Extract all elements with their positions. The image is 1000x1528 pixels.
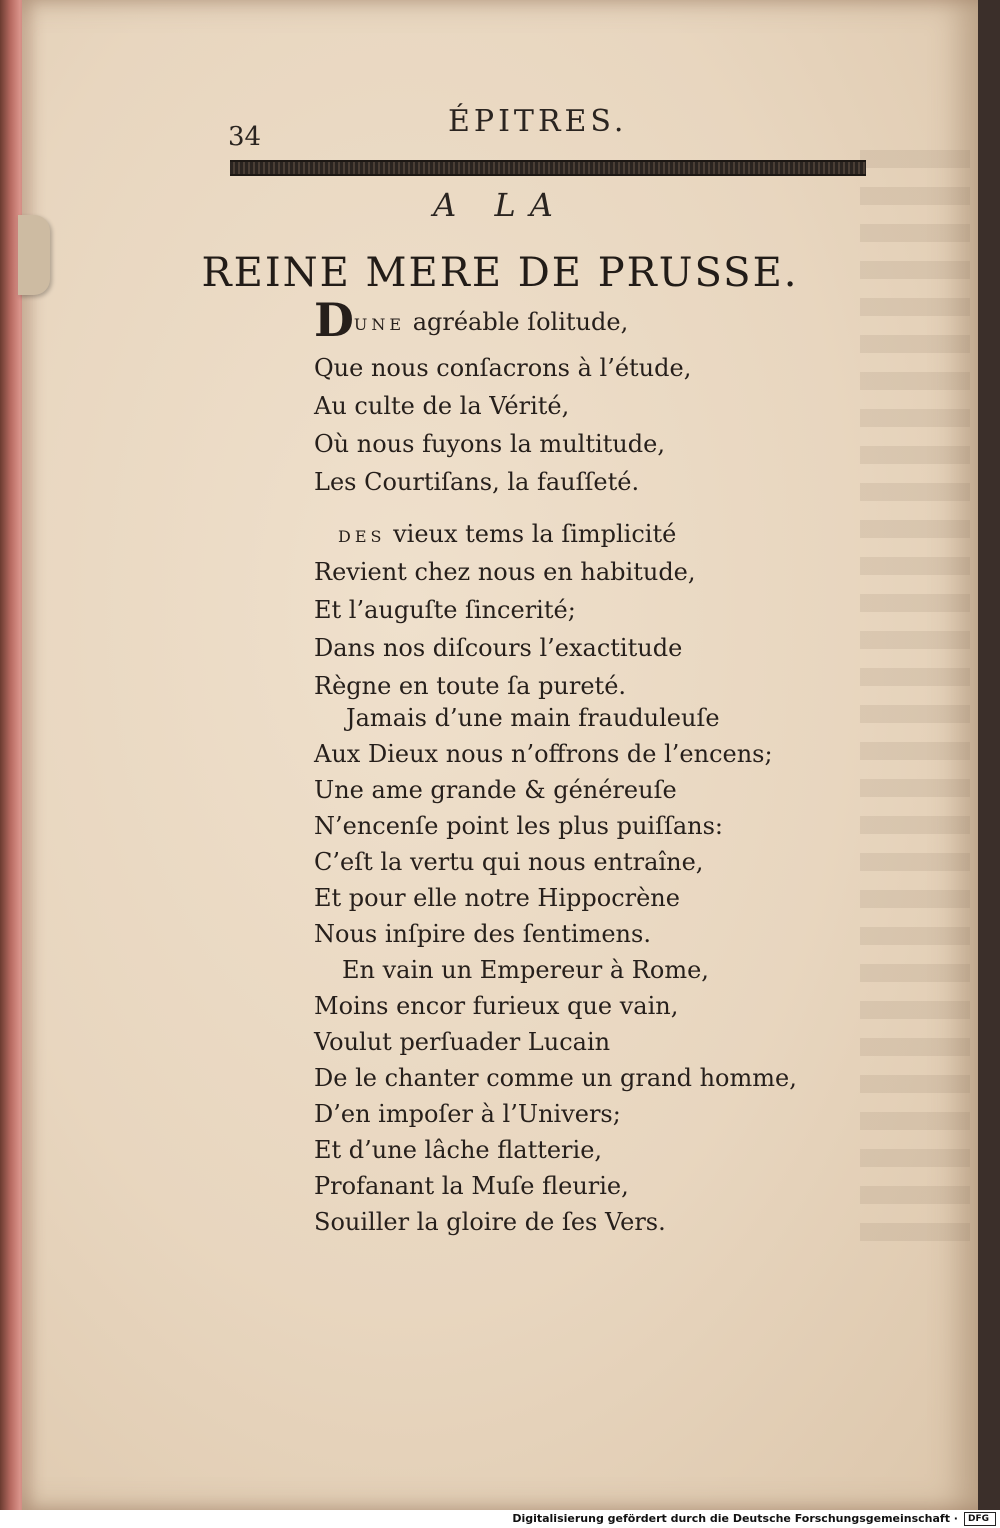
poem-line: Les Courtiſans, la fauſſeté. xyxy=(314,468,640,496)
poem-line: Revient chez nous en habitude, xyxy=(314,558,696,586)
title-line-1: A LA xyxy=(433,186,567,224)
poem-line: Voulut perſuader Lucain xyxy=(314,1028,611,1056)
poem-line: Au culte de la Vérité, xyxy=(314,392,570,420)
poem-line: Moins encor furieux que vain, xyxy=(314,992,679,1020)
dfg-logo-icon: DFG xyxy=(964,1512,996,1526)
poem-line: Où nous fuyons la multitude, xyxy=(314,430,665,458)
poem-line: Nous inſpire des ſentimens. xyxy=(314,920,651,948)
poem-line: En vain un Empereur à Rome, xyxy=(342,956,709,984)
header-rule xyxy=(230,160,866,176)
poem-line: Et pour elle notre Hippocrène xyxy=(314,884,680,912)
poem-line: Dans nos diſcours l’exactitude xyxy=(314,634,683,662)
poem-line: DES vieux tems la ſimplicité xyxy=(338,520,677,548)
drop-cap: D xyxy=(314,293,354,347)
poem-line: Que nous conſacrons à l’étude, xyxy=(314,354,692,382)
small-caps: DES xyxy=(338,527,386,546)
poem-line: D’en impoſer à l’Univers; xyxy=(314,1100,621,1128)
poem-line: DUNE agréable ſolitude, xyxy=(314,293,629,347)
poem-line: Jamais d’une main frauduleuſe xyxy=(346,704,720,732)
poem-line: De le chanter comme un grand homme, xyxy=(314,1064,797,1092)
poem-line: C’eſt la vertu qui nous entraîne, xyxy=(314,848,704,876)
poem-line: Et l’auguſte ſincerité; xyxy=(314,596,576,624)
running-head: ÉPITRES. xyxy=(448,104,628,139)
poem-line: Souiller la gloire de ſes Vers. xyxy=(314,1208,666,1236)
poem-line: N’encenſe point les plus puiſſans: xyxy=(314,812,724,840)
poem-line: Aux Dieux nous n’offrons de l’encens; xyxy=(314,740,773,768)
page-header xyxy=(228,100,868,150)
show-through-text xyxy=(860,150,970,1250)
footer-credit: Digitalisierung gefördert durch die Deutsche Forschungsgemeinschaft · xyxy=(512,1512,958,1525)
poem-line: Une ame grande & généreuſe xyxy=(314,776,677,804)
title-line-2: REINE MERE DE PRUSSE. xyxy=(201,250,799,296)
poem-line: Règne en toute ſa pureté. xyxy=(314,672,627,700)
poem-line: Et d’une lâche flatterie, xyxy=(314,1136,603,1164)
digitization-footer xyxy=(0,1510,1000,1528)
poem-line: Profanant la Muſe fleurie, xyxy=(314,1172,629,1200)
page-number: 34 xyxy=(228,122,262,152)
small-caps: UNE xyxy=(353,315,406,334)
